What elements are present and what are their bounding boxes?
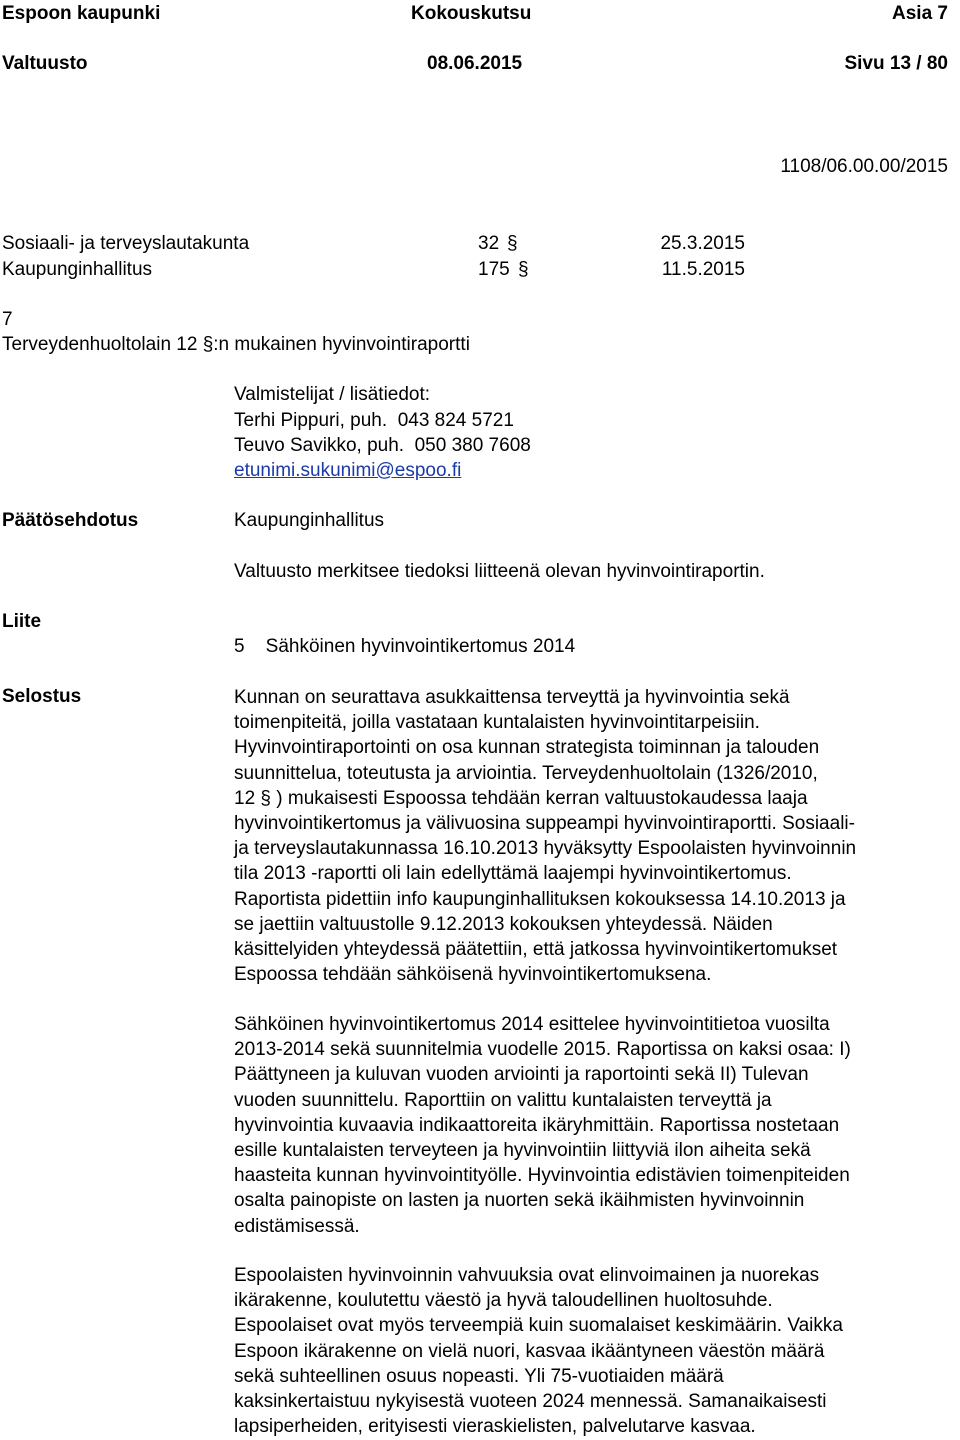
paragraph-line: 12 § ) mukaisesti Espoossa tehdään kerran valtuustokaudessa laaja bbox=[234, 787, 808, 809]
paragraph-line: käsittelyiden yhteydessä päätettiin, että jatkossa hyvinvointikertomukset bbox=[234, 939, 838, 961]
explanation-paragraph-1 bbox=[234, 685, 950, 987]
explanation-label: Selostus bbox=[2, 686, 82, 707]
history-section-sign: § bbox=[507, 233, 518, 254]
paragraph-line: Espoolaisten hyvinvoinnin vahvuuksia ovat elinvoimainen ja nuorekas bbox=[234, 1265, 820, 1286]
email-link[interactable]: etunimi.sukunimi@espoo.fi bbox=[234, 460, 462, 481]
paragraph-line: Hyvinvointiraportointi on osa kunnan strategista toiminnan ja talouden bbox=[234, 737, 820, 759]
paragraph-line: Kunnan on seurattava asukkaittensa terveyttä ja hyvinvointia sekä bbox=[234, 687, 790, 708]
attachment-link: 5 Sähköinen hyvinvointikertomus 2014 bbox=[234, 636, 576, 657]
paragraph-line: osalta painopiste on lasten ja nuorten sekä ikäihmisten hyvinvoinnin bbox=[234, 1190, 805, 1212]
proposal-proposer: Kaupunginhallitus bbox=[234, 510, 385, 531]
paragraph-line: sekä suhteellinen osuus nopeasti. Yli 75-vuotiaiden määrä bbox=[234, 1365, 724, 1387]
item-number: 7 bbox=[2, 309, 13, 330]
history-section-sign: § bbox=[518, 259, 529, 280]
paragraph-line: edistämisessä. bbox=[234, 1215, 360, 1237]
paragraph-line: toimenpiteitä, joilla vastataan kuntalaisten hyvinvointitarpeisiin. bbox=[234, 712, 760, 734]
history-number: 32 bbox=[478, 233, 500, 254]
header-organization: Espoon kaupunki bbox=[2, 3, 161, 24]
paragraph-line: Raportista pidettiin info kaupunginhallituksen kokouksessa 14.10.2013 ja bbox=[234, 888, 846, 910]
header-item: Asia 7 bbox=[892, 3, 948, 24]
item-title-pre: Terveydenhuoltolain 12 bbox=[2, 334, 198, 355]
preparer-2: Teuvo Savikko, puh. 050 380 7608 bbox=[234, 435, 531, 456]
paragraph-line: Espoon ikärakenne on vielä nuori, kasvaa ikääntyneen väestön määrä bbox=[234, 1340, 825, 1362]
paragraph-line: lapsiperheiden, erityisesti vieraskielisten, palvelutarve kasvaa. bbox=[234, 1416, 756, 1438]
paragraph-line: suunnittelua, toteutusta ja arviointia. Terveydenhuoltolain (1326/2010, bbox=[234, 762, 818, 784]
proposal-label: Päätösehdotus bbox=[2, 510, 139, 531]
paragraph-line: hyvinvointikertomus ja välivuosina suppeampi hyvinvointiraportti. Sosiaali- bbox=[234, 813, 855, 835]
reference-number: 1108/06.00.00/2015 bbox=[780, 156, 948, 177]
preparers-heading: Valmistelijat / lisätiedot: bbox=[234, 384, 431, 405]
paragraph-line: esille kuntalaisten terveyteen ja hyvinvointiin liittyviä ilon aiheita sekä bbox=[234, 1140, 811, 1162]
header-page-number: Sivu 13 / 80 bbox=[844, 53, 948, 74]
paragraph-line: se jaettiin valtuustolle 9.12.2013 kokouksen yhteydessä. Näiden bbox=[234, 913, 773, 935]
history-body: Sosiaali- ja terveyslautakunta bbox=[2, 233, 250, 254]
preparer-1: Terhi Pippuri, puh. 043 824 5721 bbox=[234, 410, 514, 431]
paragraph-line: vuoden suunnittelu. Raporttiin on valittu kuntalaisten terveyttä ja bbox=[234, 1089, 772, 1111]
history-number: 175 bbox=[478, 259, 510, 280]
paragraph-line: Espoossa tehdään sähköisenä hyvinvointikertomuksena. bbox=[234, 964, 712, 986]
header-date: 08.06.2015 bbox=[427, 53, 523, 74]
paragraph-line: tila 2013 -raportti oli lain edellyttämä laajempi hyvinvointikertomus. bbox=[234, 863, 792, 885]
paragraph-line: ja terveyslautakunnassa 16.10.2013 hyväksytty Espoolaisten hyvinvoinnin bbox=[234, 838, 857, 860]
header-doc-type: Kokouskutsu bbox=[411, 3, 532, 24]
explanation-paragraph-2 bbox=[234, 1012, 950, 1239]
paragraph-line: hyvinvointia kuvaavia indikaattoreita ikäryhmittäin. Raportissa nostetaan bbox=[234, 1114, 840, 1136]
paragraph-line: 2013-2014 sekä suunnitelmia vuodelle 2015. Raportissa on kaksi osaa: I) bbox=[234, 1039, 851, 1061]
paragraph-line: Päättyneen ja kuluvan vuoden arviointi ja raportointi sekä II) Tulevan bbox=[234, 1064, 809, 1086]
item-title-post: :n mukainen hyvinvointiraportti bbox=[213, 334, 470, 355]
attachment-label: Liite bbox=[2, 611, 42, 632]
paragraph-line: haasteita kunnan hyvinvointityölle. Hyvinvointia edistävien toimenpiteiden bbox=[234, 1165, 850, 1187]
history-body: Kaupunginhallitus bbox=[2, 259, 153, 280]
header-body: Valtuusto bbox=[2, 53, 88, 74]
paragraph-line: kaksinkertaistuu nykyisestä vuoteen 2024 mennessä. Samanaikaisesti bbox=[234, 1391, 827, 1413]
item-title-section-sign: § bbox=[202, 334, 214, 355]
proposal-text: Valtuusto merkitsee tiedoksi liitteenä olevan hyvinvointiraportin. bbox=[234, 561, 765, 582]
explanation-paragraph-3 bbox=[234, 1263, 950, 1439]
history-date: 25.3.2015 bbox=[660, 233, 745, 254]
paragraph-line: Sähköinen hyvinvointikertomus 2014 esittelee hyvinvointitietoa vuosilta bbox=[234, 1014, 830, 1035]
paragraph-line: ikärakenne, koulutettu väestö ja hyvä taloudellinen huoltosuhde. bbox=[234, 1290, 773, 1312]
paragraph-line: Espoolaiset ovat myös terveempiä kuin suomalaiset keskimäärin. Vaikka bbox=[234, 1315, 843, 1337]
item-title bbox=[2, 333, 470, 357]
history-date: 11.5.2015 bbox=[661, 259, 745, 280]
